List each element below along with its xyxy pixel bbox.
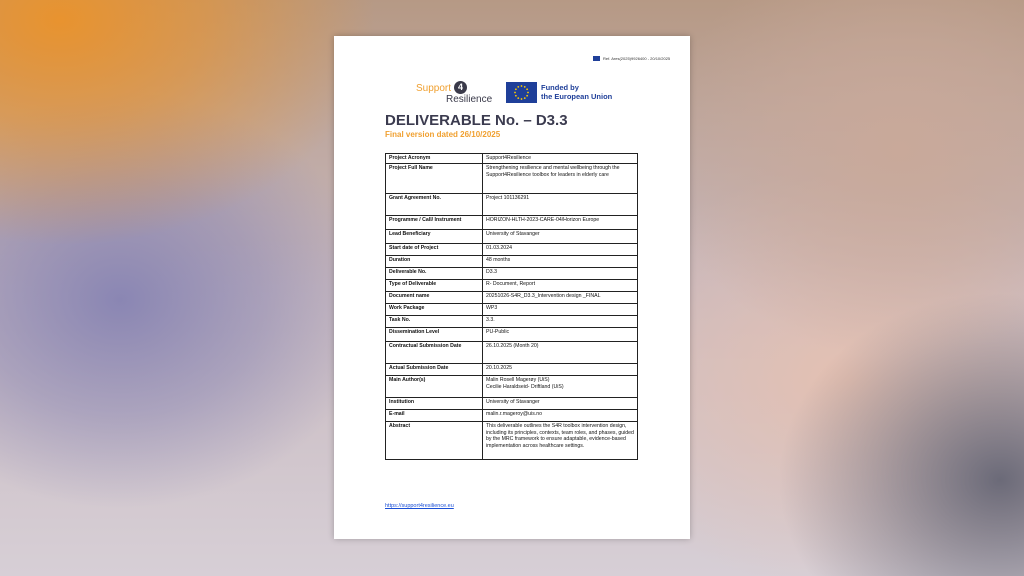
row-label: Dissemination Level xyxy=(386,328,483,342)
row-label: Programme / Call/ Instrument xyxy=(386,216,483,230)
table-row xyxy=(386,194,638,216)
row-value: 20251026-S4R_D3.3_Intervention design _FINAL xyxy=(483,292,638,304)
row-value: Malin Rosell Magerøy (UiS) Cecilie Haraldseid- Driftland (UiS) xyxy=(483,376,638,398)
table-row xyxy=(386,364,638,376)
support4resilience-logo xyxy=(416,83,506,111)
reference-line xyxy=(593,56,670,61)
eu-flag-small-icon xyxy=(593,56,600,61)
project-info-table xyxy=(385,153,638,460)
row-value: R- Document, Report xyxy=(483,280,638,292)
row-value: 20.10.2025 xyxy=(483,364,638,376)
row-value: WP3 xyxy=(483,304,638,316)
table-row xyxy=(386,410,638,422)
eu-star-icon xyxy=(524,97,526,99)
eu-star-icon xyxy=(517,97,519,99)
row-label: Contractual Submission Date xyxy=(386,342,483,364)
eu-star-icon xyxy=(526,88,528,90)
row-label: Duration xyxy=(386,256,483,268)
table-row xyxy=(386,230,638,244)
table-row xyxy=(386,328,638,342)
row-label: Project Full Name xyxy=(386,164,483,194)
row-value: PU-Public xyxy=(483,328,638,342)
project-website-link[interactable]: https://support4resilience.eu xyxy=(385,503,454,509)
row-label: Start date of Project xyxy=(386,244,483,256)
row-label: E-mail xyxy=(386,410,483,422)
row-label: Lead Beneficiary xyxy=(386,230,483,244)
eu-funding-line1: Funded by xyxy=(541,83,579,92)
row-value: 01.03.2024 xyxy=(483,244,638,256)
eu-star-icon xyxy=(517,86,519,88)
row-label: Actual Submission Date xyxy=(386,364,483,376)
row-value: University of Stavanger xyxy=(483,398,638,410)
eu-star-icon xyxy=(515,95,517,97)
row-label: Project Acronym xyxy=(386,154,483,164)
table-row xyxy=(386,304,638,316)
table-row xyxy=(386,422,638,460)
eu-star-icon xyxy=(526,95,528,97)
row-value: University of Stavanger xyxy=(483,230,638,244)
row-label: Deliverable No. xyxy=(386,268,483,280)
table-row xyxy=(386,280,638,292)
table-row xyxy=(386,256,638,268)
row-label: Grant Agreement No. xyxy=(386,194,483,216)
row-label: Type of Deliverable xyxy=(386,280,483,292)
table-row xyxy=(386,154,638,164)
table-row xyxy=(386,268,638,280)
eu-funding-text xyxy=(541,83,621,101)
eu-star-icon xyxy=(521,98,523,100)
eu-flag-icon xyxy=(506,82,537,103)
deliverable-subtitle: Final version dated 26/10/2025 xyxy=(385,130,501,139)
row-value: 26.10.2025 (Month 20) xyxy=(483,342,638,364)
row-label: Document name xyxy=(386,292,483,304)
row-label: Task No. xyxy=(386,316,483,328)
eu-star-icon xyxy=(527,92,529,94)
logo-support-text: Support xyxy=(416,83,452,94)
row-value: D3.3 xyxy=(483,268,638,280)
row-value: Strengthening resilience and mental wellbeing through the Support4Resilience toolbox for leaders in elderly care xyxy=(483,164,638,194)
reference-text: Ref. Ares(2025)9926400 - 20/10/2025 xyxy=(603,56,671,61)
row-value: 3.3. xyxy=(483,316,638,328)
row-value: This deliverable outlines the S4R toolbox intervention design, including its principles, contexts, team roles, and phases, guided by the MRC framework to ensure adaptable, evidence-based implementation across healthcare settings. xyxy=(483,422,638,460)
eu-star-icon xyxy=(524,86,526,88)
eu-star-icon xyxy=(521,85,523,87)
row-value: malin.r.mageroy@uis.no xyxy=(483,410,638,422)
row-value: Support4Resilience xyxy=(483,154,638,164)
table-row xyxy=(386,292,638,304)
row-label: Institution xyxy=(386,398,483,410)
row-label: Main Author(s) xyxy=(386,376,483,398)
logo-number: 4 xyxy=(454,81,467,94)
document-page xyxy=(334,36,690,539)
row-value: 48 months xyxy=(483,256,638,268)
table-row xyxy=(386,216,638,230)
row-label: Abstract xyxy=(386,422,483,460)
row-value: Project 101136291 xyxy=(483,194,638,216)
logo-resilience-text: Resilience xyxy=(446,94,493,105)
table-row xyxy=(386,164,638,194)
table-row xyxy=(386,342,638,364)
table-row xyxy=(386,398,638,410)
table-row xyxy=(386,376,638,398)
table-row xyxy=(386,244,638,256)
deliverable-title: DELIVERABLE No. – D3.3 xyxy=(385,112,568,129)
eu-star-icon xyxy=(514,92,516,94)
eu-star-icon xyxy=(515,88,517,90)
row-value: HORIZON-HLTH-2023-CARE-04/Horizon Europe xyxy=(483,216,638,230)
table-row xyxy=(386,316,638,328)
eu-funding-line2: the European Union xyxy=(541,92,613,101)
row-label: Work Package xyxy=(386,304,483,316)
